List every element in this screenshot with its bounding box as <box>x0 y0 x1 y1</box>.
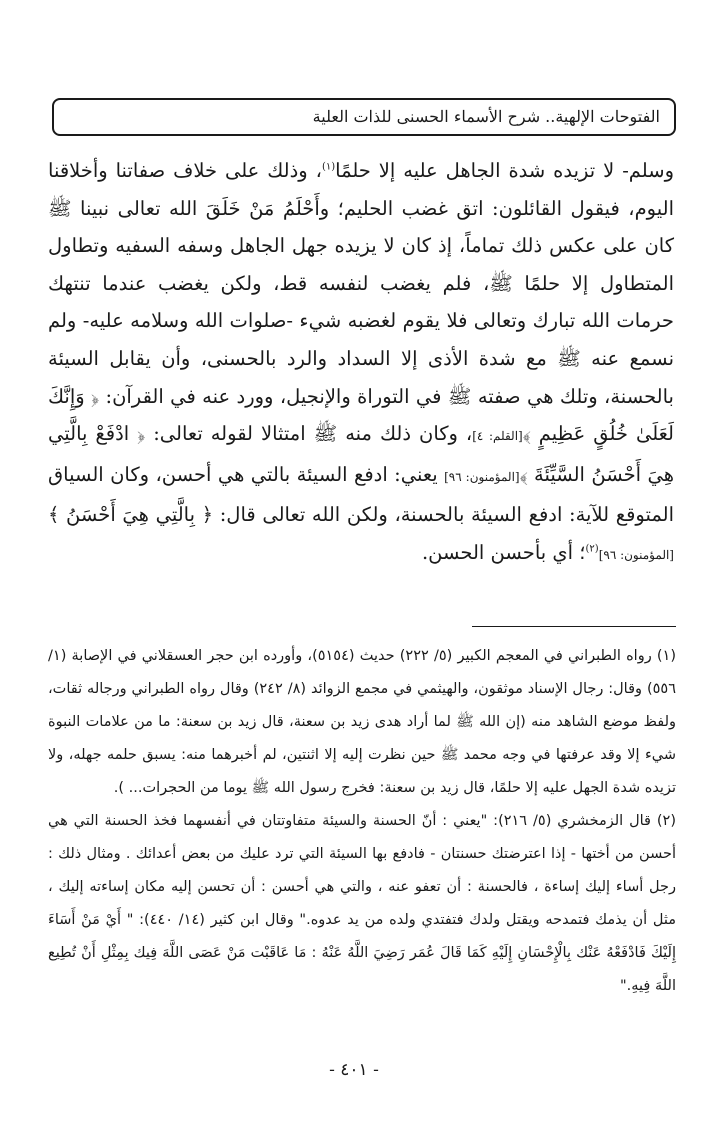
quran-citation: [المؤمنون: ٩٦] <box>444 469 520 484</box>
footnotes-section <box>48 640 676 1003</box>
footnote-reference-1: (١) <box>321 161 336 173</box>
body-text-part: ، وذلك على خلاف صفاتنا وأخلاقنا اليوم، فيقول القائلون: اتق غضب الحليم؛ وأَحْلَمُ مَنْ خَلَقَ الله تعالى نبينا ﷺ كان على عكس ذلك تماماً، إذ كان لا يزيده جهل الجاهل وسفه السفيه وتطاول المتطاول إلا حلمًا ﷺ، فلم يغضب لنفسه قط، ولكن يغضب عندما تنتهك حرمات الله تبارك وتعالى فلا يقوم لغضبه شيء -صلوات الله وسلامه عليه- ولم نسمع عنه ﷺ مع شدة الأذى إلا السداد والرد بالحسنى، وأن يقابل السيئة بالحسنة، وتلك هي صفته ﷺ في التوراة والإنجيل، وورد عنه في القرآن: ﴿ وَإِنَّكَ لَعَلَىٰ خُلُقٍ عَظِيمٍ ﴾ <box>48 159 674 446</box>
running-header <box>52 98 676 136</box>
footnote-1: (١) رواه الطبراني في المعجم الكبير (٥/ ٢٢٢) حديث (٥١٥٤)، وأورده ابن حجر العسقلاني في الإصابة (١/ ٥٥٦) وقال: رجال الإسناد موثقون، والهيثمي في مجمع الزوائد (٨/ ٢٤٢) وقال رواه الطبراني ورجاله ثقات، ولفظ موضع الشاهد منه (إن الله ﷺ لما أراد هدى زيد بن سعنة، قال زيد بن سعنة: ما من علامات النبوة شيء إلا وقد عرفتها في وجه محمد ﷺ حين نظرت إليه إلا اثنتين، لم أخبرهما منه: يسبق حلمه جهله، ولا تزيده شدة الجهل عليه إلا حلمًا، قال زيد بن سعنة: فخرج رسول الله ﷺ يوما من الحجرات... ). <box>48 648 676 796</box>
footnote-separator <box>472 626 676 627</box>
footnote-2: (٢) قال الزمخشري (٥/ ٢١٦): "يعني : أنّ الحسنة والسيئة متفاوتتان في أنفسهما فخذ الحسنة التي هي أحسن من أختها - إذا اعترضتك حسنتان - فادفع بها السيئة التي ترد عليك من بعض أعدائك . ومثال ذلك : رجل أساء إليك إساءة ، فالحسنة : أن تعفو عنه ، والتي هي أحسن : أن تحسن إليه مكان إساءته إليك ، مثل أن يذمك فتمدحه ويقتل ولدك فتفتدي ولده من يد عدوه." وقال ابن كثير (١٤/ ٤٤٠): " أَيْ مَنْ أَسَاءَ إِلَيْكَ فَادْفَعْهُ عَنْك بِالْإِحْسَانِ إِلَيْهِ كَمَا قَالَ عُمَر رَضِيَ اللَّهُ عَنْهُ : مَا عَاقَبْت مَنْ عَصَى اللَّهَ فِيك بِمِثْلِ أَنْ تُطِيع اللَّهَ فِيهِ." <box>48 813 676 994</box>
quran-citation: [القلم: ٤] <box>472 429 523 444</box>
page-number: - ٤٠١ - <box>329 1060 379 1080</box>
body-text-part: يعني: ادفع السيئة بالتي هي أحسن، وكان السياق المتوقع للآية: ادفع السيئة بالحسنة، ولكن الله تعالى قال: ﴿ بِالَّتِي هِيَ أَحْسَنُ ﴾ <box>48 462 674 527</box>
body-paragraph <box>48 152 674 575</box>
footnote-reference-2: (٢) <box>585 543 599 555</box>
body-text-part: وسلم- لا تزيده شدة الجاهل عليه إلا حلمًا <box>335 159 674 182</box>
quran-citation: [المؤمنون: ٩٦] <box>598 547 674 562</box>
main-body-text <box>48 152 674 575</box>
running-header-title: الفتوحات الإلهية.. شرح الأسماء الحسنى للذات العلية <box>312 107 660 126</box>
body-text-part: ، وكان ذلك منه ﷺ امتثالا لقوله تعالى: ﴿ ادْفَعْ بِالَّتِي هِيَ أَحْسَنُ السَّيِّئَةَ ﴾ <box>48 422 674 486</box>
body-text-part: ؛ أي بأحسن الحسن. <box>421 540 586 564</box>
